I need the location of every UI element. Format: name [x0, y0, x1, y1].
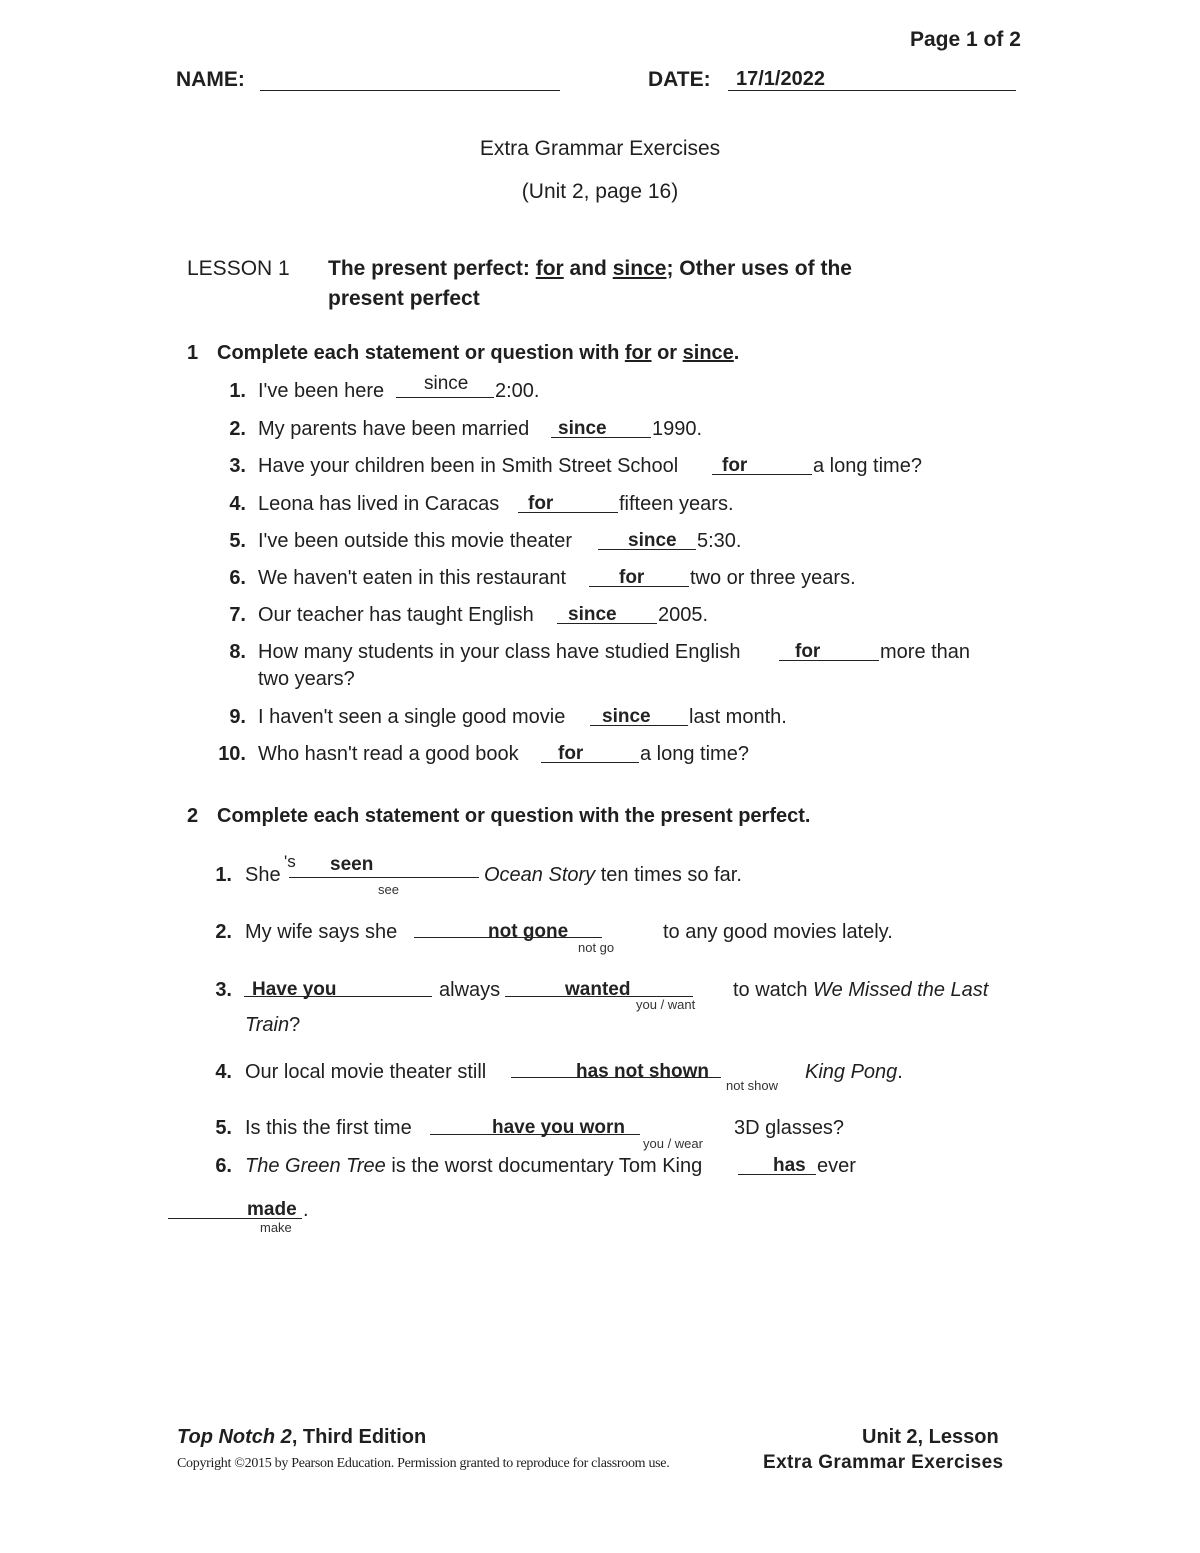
ex2-hint: not go — [578, 940, 615, 955]
ex2-item-text-after: 3D glasses? — [734, 1117, 845, 1139]
ex1-item-number: 10. — [218, 743, 246, 765]
ex2-item-tail: ten times so far. — [595, 864, 742, 886]
document-subtitle: (Unit 2, page 16) — [521, 180, 679, 203]
ex1-answer-line[interactable] — [396, 397, 494, 398]
ex1-answer-line[interactable] — [541, 762, 639, 763]
date-label: DATE: — [648, 68, 711, 91]
ex2-item-number: 4. — [215, 1061, 232, 1083]
exercise1-instruction-period: . — [733, 342, 740, 364]
exercise1-instruction — [217, 342, 739, 365]
ex1-answer: since — [602, 706, 651, 727]
ex2-item-number: 2. — [215, 921, 232, 943]
ex2-item-text-before: My wife says she — [245, 921, 398, 943]
ex2-item-text-before: She — [245, 864, 281, 886]
ex2-item-number: 5. — [215, 1117, 232, 1139]
exercise1-number: 1 — [187, 342, 199, 364]
ex2-item-text-after — [805, 1061, 903, 1084]
ex1-answer: for — [619, 567, 645, 588]
exercise1-instruction-or: or — [651, 342, 683, 364]
lesson-title-line2: present perfect — [328, 287, 480, 310]
ex1-answer: for — [528, 493, 554, 514]
ex2-answer: have you worn — [492, 1117, 626, 1138]
ex2-contraction: 's — [284, 852, 296, 871]
footer-edition: , Third Edition — [291, 1426, 427, 1448]
ex1-item-text-after: last month. — [689, 706, 787, 728]
ex1-item-text-after: 5:30. — [697, 530, 742, 552]
exercise2-number: 2 — [187, 805, 199, 827]
ex1-item-text-after: two or three years. — [690, 567, 856, 589]
ex2-item-number: 3. — [215, 979, 232, 1001]
ex2-item-text-before: Is this the first time — [245, 1117, 412, 1139]
ex2-item-text-before: Our local movie theater still — [245, 1061, 487, 1083]
exercise2-instruction: Complete each statement or question with the present perfect. — [217, 805, 811, 827]
ex2-answer: wanted — [565, 979, 631, 1000]
lesson-title-since: since — [612, 257, 667, 280]
ex1-item-text-after: a long time? — [813, 455, 922, 477]
footer-unit-lesson: Unit 2, Lesson — [862, 1426, 999, 1448]
ex2-item-title: The Green Tree — [245, 1155, 386, 1177]
ex2-item-text-after — [733, 979, 988, 1002]
lesson-title-prefix: The present perfect: — [328, 257, 536, 280]
ex1-item-text-before: Have your children been in Smith Street School — [258, 455, 679, 477]
footer-right-label: Extra Grammar Exercises — [763, 1452, 1004, 1473]
ex1-answer: since — [558, 418, 607, 439]
ex1-item-number: 3. — [229, 455, 246, 477]
ex1-answer: for — [722, 455, 748, 476]
ex1-item-text-before: I haven't seen a single good movie — [258, 706, 566, 728]
ex2-item-title-cont: Train — [245, 1014, 290, 1036]
ex2-answer: made — [247, 1199, 297, 1220]
exercise1-instruction-text: Complete each statement or question with — [217, 342, 625, 364]
ex2-item-end: ? — [289, 1014, 301, 1036]
ex2-item-tail: to watch — [733, 979, 814, 1001]
ex1-answer: for — [795, 641, 821, 662]
ex1-item-number: 9. — [229, 706, 246, 728]
footer-book — [177, 1426, 426, 1449]
ex1-answer: since — [424, 373, 469, 394]
ex1-answer: since — [568, 604, 617, 625]
ex2-answer-line[interactable] — [289, 877, 479, 878]
ex1-answer: for — [558, 743, 584, 764]
ex2-hint: you / wear — [643, 1136, 703, 1151]
ex1-item-text-before: I've been outside this movie theater — [258, 530, 573, 552]
ex1-item-number: 8. — [229, 641, 246, 663]
ex1-item-text-before: My parents have been married — [258, 418, 530, 440]
ex1-answer-line[interactable] — [779, 660, 879, 661]
ex1-item-text-before: Leona has lived in Caracas — [258, 493, 500, 515]
ex1-answer: since — [628, 530, 677, 551]
ex1-item-text-after: 2005. — [658, 604, 709, 626]
name-label: NAME: — [176, 68, 245, 91]
name-field-line[interactable] — [260, 90, 560, 91]
ex1-item-text-line2: two years? — [258, 668, 355, 690]
exercise1-instruction-for: for — [624, 342, 652, 364]
ex1-item-text-before: I've been here — [258, 380, 385, 402]
footer-book-title: Top Notch 2 — [177, 1426, 292, 1448]
ex2-item-number: 6. — [215, 1155, 232, 1177]
ex2-hint: not show — [726, 1078, 779, 1093]
ex2-answer: Have you — [252, 979, 337, 1000]
ex2-hint: make — [260, 1220, 292, 1235]
ex1-item-number: 4. — [229, 493, 246, 515]
ex2-item-number: 1. — [215, 864, 232, 886]
ex2-item-text-after: to any good movies lately. — [663, 921, 893, 943]
ex2-hint: you / want — [636, 997, 696, 1012]
ex1-item-number: 1. — [229, 380, 246, 402]
ex1-item-text-before: Who hasn't read a good book — [258, 743, 519, 765]
ex2-item-text-before: is the worst documentary Tom King — [385, 1155, 703, 1177]
lesson-title-suffix: ; Other uses of the — [666, 257, 852, 280]
ex2-item-title: King Pong — [805, 1061, 898, 1083]
ex1-item-text-before: How many students in your class have studied English — [258, 641, 741, 663]
ex1-item-text-after: 1990. — [652, 418, 703, 440]
ex2-item-title: Ocean Story — [484, 864, 596, 886]
ex2-answer: not gone — [488, 921, 569, 942]
ex2-item-text-line2 — [245, 1014, 300, 1037]
ex2-item-text-after: ever — [817, 1155, 856, 1177]
page-indicator: Page 1 of 2 — [910, 28, 1021, 51]
ex2-item-text-after — [484, 864, 742, 887]
ex1-item-number: 5. — [229, 530, 246, 552]
ex2-answer: seen — [330, 854, 374, 875]
document-title: Extra Grammar Exercises — [479, 137, 721, 160]
lesson-label: LESSON 1 — [187, 257, 290, 280]
ex1-item-text-after: 2:00. — [495, 380, 540, 402]
ex1-item-text-after: more than — [880, 641, 971, 663]
ex2-item-end: . — [303, 1199, 309, 1221]
ex1-item-number: 7. — [229, 604, 246, 626]
lesson-title-and: and — [563, 257, 613, 280]
lesson-title — [328, 257, 852, 281]
ex1-item-text-after: fifteen years. — [619, 493, 734, 515]
ex1-item-text-before: We haven't eaten in this restaurant — [258, 567, 567, 589]
date-value: 17/1/2022 — [736, 68, 825, 90]
footer-copyright: Copyright ©2015 by Pearson Education. Permission granted to reproduce for classroom use. — [177, 1456, 670, 1471]
ex1-item-text-after: a long time? — [640, 743, 749, 765]
ex2-item-title: We Missed the Last — [813, 979, 989, 1001]
ex2-item-text — [245, 1155, 702, 1178]
ex2-item-end: . — [897, 1061, 903, 1083]
lesson-title-for: for — [535, 257, 564, 280]
ex2-answer: has not shown — [576, 1061, 709, 1082]
exercise1-instruction-since: since — [682, 342, 734, 364]
ex1-item-text-before: Our teacher has taught English — [258, 604, 534, 626]
ex1-item-number: 6. — [229, 567, 246, 589]
ex2-answer: has — [773, 1155, 806, 1176]
ex2-hint: see — [378, 882, 399, 897]
ex1-item-number: 2. — [229, 418, 246, 440]
ex2-item-text-middle: always — [439, 979, 501, 1001]
